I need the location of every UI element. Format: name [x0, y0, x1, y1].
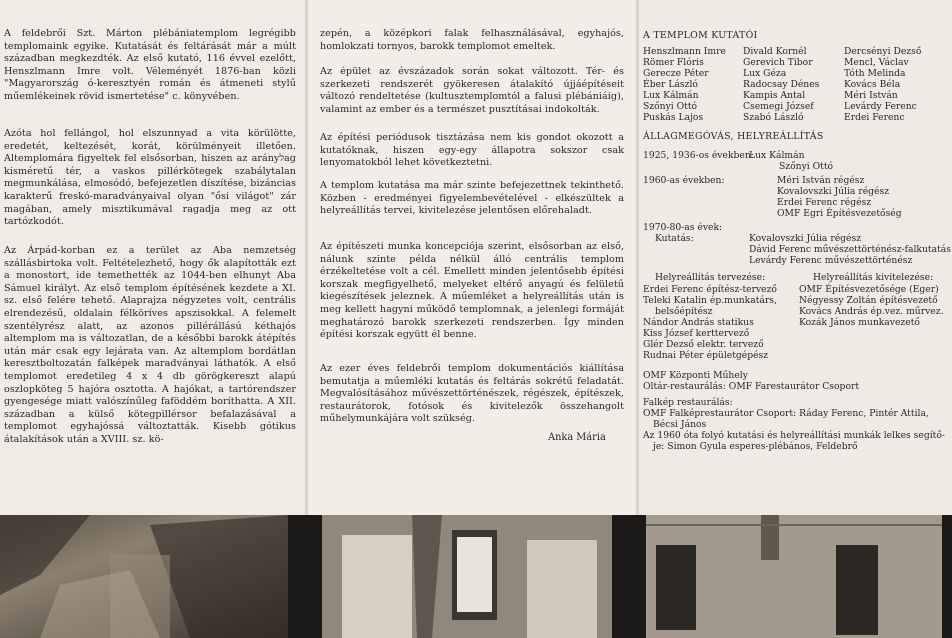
interior-photo-shapes	[322, 515, 612, 638]
intro-paragraph: A feldebrői Szt. Márton plébániatemplom legrégibb templomaink egyike. Kutatását és feltárását már a múlt században megkezdték. Az első kutató, 116 évvel ezelőtt, Henszlmann Imre volt. Véleményét 1876-ban közli "Magyarország ó-keresztyén román és átmeneti stylű műemlékeinek rövid ismertetése" c. könyvében.	[4, 28, 296, 102]
thanks-line-1: Az 1960 óta folyó kutatási és helyreállítási munkák lelkes segítő-	[643, 430, 945, 441]
exhibition-paragraph: Az ezer éves feldebrői templom dokumentációs kiállítása bemutatja a műemléki kutatás és feltárás sokrétű feladatát. Megvalósításához művészettörténészek, régészek, építészek, restaurátorok, fotósok és kivitelezők összehangolt műhelymunkájára volt szükség.	[320, 363, 624, 425]
designers-list: Erdei Ferenc építész-tervező Teleki Katalin ép.munkatárs, belsőépítész Nándor András statikus Kiss József kerttervező Glér Dezső elektr. tervező Rudnai Péter épületgépész	[643, 284, 777, 361]
period-1925-names: Lux Kálmán Szőnyi Ottó	[749, 150, 834, 172]
interior-photo	[322, 515, 612, 638]
altar-restoration-line: Oltár-restaurálás: OMF Farestaurátor Csoport	[643, 381, 860, 392]
research-label: Kutatás:	[655, 233, 694, 244]
right-credits-panel	[639, 0, 952, 515]
builders-heading: Helyreállítás kivitelezése:	[813, 272, 934, 283]
workshop-line: OMF Központi Műhely	[643, 370, 748, 381]
arpad-era-paragraph: Az Árpád-korban ez a terület az Aba nemzetség szállásbirtoka volt. Feltételezhető, hogy ők alapították ezt a monostort, ide temethették az 1044-ben elhunyt Aba Sámuel királyt. Az első templom építésének kezdete a XI. sz. első felére tehető. Alaprajza négyzetes volt, centrális elrendezésű, oldalain félköríves apszisokkal. A felemelt szentélyrész alatt, az azonos pillérállású kéthajós altemplom ma is változatlan, de a későbbi barokk átépítés után már csak egy lejárata van. Az altemplom bordátlan keresztboltozatán falképek maradványai láthatók. A első templomot eredetileg 4 x 4 db görögkereszt alapú oszlopköteg 5 hajóra osztotta. A hajókat, a tartórendszer gyengesége miatt valószínűleg faföddém boríthatta. A XII. században a külső kötegpillérsor befalazásával a templomot egyhajóssá változtatták. Kisebb gótikus átalakítások után a XVIII. sz. kö-	[4, 245, 296, 445]
left-text-panel	[0, 0, 305, 515]
thanks-line-2: je: Simon Gyula esperes-plébános, Feldebrő	[653, 441, 858, 452]
researchers-column-1: Henszlmann Imre Römer Flóris Gerecze Péter Éber László Lux Kálmán Szőnyi Ottó Puskás Lajos	[643, 46, 726, 123]
period-1925-label: 1925, 1936-os években:	[643, 150, 754, 161]
concept-paragraph: Az építészeti munka koncepciója szerint, elsősorban az első, nálunk szinte példa nélkül álló centrális templom érzékeltetése volt a cél. Emellett minden jelentősebb építési korszak megfigyelhető, melyeket eltérő anyagú és felületű kiegészítések jeleznek. A műemléket a helyreállítás után is meg kellett hagyni működő templomnak, a jelenlegi formáját meghatározó barokk szerkezeti rendszerben. Így minden építési korszak együtt él benne.	[320, 241, 624, 341]
restoration-heading: ÁLLAGMEGÓVÁS, HELYREÁLLÍTÁS	[643, 131, 824, 142]
research-paragraph: A templom kutatása ma már szinte befejezettnek tekinthető. Közben - eredményei figyelembevételével - elkészültek a helyreállítás tervei, kivitelezése jelentősen előrehaladt.	[320, 180, 624, 217]
researchers-heading: A TEMPLOM KUTATÓI	[643, 30, 758, 41]
author-signature: Anka Mária	[548, 432, 606, 443]
crypt-photo	[0, 515, 288, 638]
facade-photo-shapes	[646, 515, 942, 638]
fresco-line-1: OMF Falképrestaurátor Csoport: Ráday Ferenc, Pintér Attila,	[643, 408, 929, 419]
period-1960-names: Méri István régész Kovalovszki Júlia régész Erdei Ferenc régész OMF Egri Építésvezetőség	[777, 175, 902, 219]
fresco-heading: Falkép restaurálás:	[643, 397, 733, 408]
fresco-line-2: Bécsi János	[653, 419, 707, 430]
designers-heading: Helyreállítás tervezése:	[655, 272, 766, 283]
middle-text-panel	[308, 0, 636, 515]
builders-list: OMF Építésvezetősége (Eger) Négyessy Zoltán építésvezető Kovács András ép.vez. műrvez. Kozák János munkavezető	[799, 284, 944, 328]
changes-paragraph: Az épület az évszázadok során sokat változott. Tér- és szerkezeti rendszerét gyökeresen átalakító újjáépítéseit változó rendeltetése (kultusztemplomtól a falusi plébániáig), valamint az ember és a természet pusztításai indokolták.	[320, 66, 624, 115]
period-1960-label: 1960-as években:	[643, 175, 725, 186]
researchers-column-3: Dercsényi Dezső Mencl, Václav Tóth Melinda Kovács Béla Méri István Levárdy Ferenc Erdei Ferenc	[844, 46, 922, 123]
crypt-photo-shapes	[0, 515, 288, 638]
baroque-paragraph: zepén, a középkori falak felhasználásával, egyhajós, homlokzati tornyos, barokk templomot emeltek.	[320, 28, 624, 52]
researchers-column-2: Divald Kornél Gerevich Tibor Lux Géza Radocsay Dénes Kampis Antal Csemegi József Szabó László	[743, 46, 820, 123]
period-1970-names: Kovalovszki Júlia régész Dávid Ferenc művészettörténész-falkutatás Levárdy Ferenc művészettörténész	[749, 233, 951, 266]
facade-photo	[646, 515, 942, 638]
period-1970-label: 1970-80-as évek:	[643, 222, 723, 233]
photo-strip	[0, 515, 952, 638]
history-paragraph: Azóta hol fellángol, hol elszunnyad a vita körülötte, eredetét, keltezését, korát, körülményeit illetően. Altemplomára figyeltek fel elsősorban, hiszen az arányלag kisméretű tér, a vaskos pillérkötegek szabálytalan megmunkálása, elmosódó, befejezetlen díszítése, bizáncias karakterű freskó-maradványaival olyan "ősi világot" zár magában, amely misztikumával ragadja meg az ott tartózkodót.	[4, 128, 296, 228]
periods-paragraph: Az építési periódusok tisztázása nem kis gondot okozott a kutatóknak, hiszen egy-egy állapotra sokszor csak lenyomatokból lehet következtetni.	[320, 132, 624, 169]
